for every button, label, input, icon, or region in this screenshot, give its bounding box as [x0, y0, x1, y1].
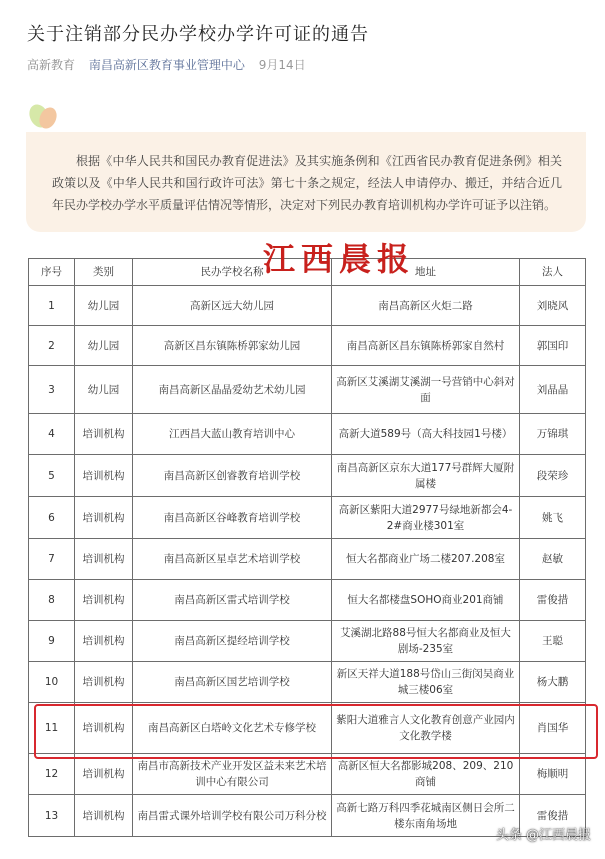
table-row [29, 621, 586, 662]
header-no: 序号 [29, 259, 75, 286]
cell-no: 5 [29, 455, 75, 497]
cell-type: 培训机构 [75, 621, 133, 662]
cell-address: 南昌高新区火炬二路 [332, 286, 520, 326]
cell-legal: 杨大鹏 [520, 662, 586, 703]
cell-name: 南昌高新区提经培训学校 [133, 621, 332, 662]
cell-address: 高新区紫阳大道2977号绿地新都会4-2#商业楼301室 [332, 497, 520, 539]
source-tag: 高新教育 [27, 58, 76, 72]
cell-no: 11 [29, 703, 75, 754]
cell-name: 南昌高新区创睿教育培训学校 [133, 455, 332, 497]
cell-address: 恒大名都楼盘SOHO商业201商铺 [332, 580, 520, 621]
cell-legal: 郭国印 [520, 326, 586, 366]
notice-box [26, 132, 586, 232]
table-row [29, 286, 586, 326]
cell-address: 南昌高新区京东大道177号群辉大厦附属楼 [332, 455, 520, 497]
cell-type: 培训机构 [75, 703, 133, 754]
cell-no: 9 [29, 621, 75, 662]
table-row [29, 703, 586, 754]
cell-address: 恒大名都商业广场二楼207.208室 [332, 539, 520, 580]
cell-type: 培训机构 [75, 754, 133, 795]
cell-legal: 肖国华 [520, 703, 586, 754]
header-name: 民办学校名称 [133, 259, 332, 286]
cell-no: 13 [29, 795, 75, 837]
cancel-list-table [28, 258, 586, 837]
table-row [29, 326, 586, 366]
article-title: 关于注销部分民办学校办学许可证的通告 [27, 24, 369, 45]
cell-no: 2 [29, 326, 75, 366]
cell-no: 7 [29, 539, 75, 580]
cell-no: 6 [29, 497, 75, 539]
cell-legal: 刘晶晶 [520, 366, 586, 414]
cell-type: 培训机构 [75, 455, 133, 497]
cell-legal: 王聪 [520, 621, 586, 662]
cell-address: 紫阳大道雅言人文化教育创意产业园内文化教学楼 [332, 703, 520, 754]
cell-legal: 雷俊措 [520, 795, 586, 837]
cell-name: 高新区昌东镇陈桥郭家幼儿园 [133, 326, 332, 366]
cell-legal: 姚飞 [520, 497, 586, 539]
cell-name: 南昌高新区晶晶爱幼艺术幼儿园 [133, 366, 332, 414]
header-legal: 法人 [520, 259, 586, 286]
cell-address: 高新大道589号（高大科技园1号楼） [332, 414, 520, 455]
cell-no: 3 [29, 366, 75, 414]
table-row [29, 580, 586, 621]
watermark: 头条 @江西晨报 [495, 828, 591, 843]
cell-name: 南昌高新区白塔岭文化艺术专修学校 [133, 703, 332, 754]
cell-address: 南昌高新区昌东镇陈桥郭家自然村 [332, 326, 520, 366]
cell-legal: 段荣珍 [520, 455, 586, 497]
cell-name: 南昌高新区星卓艺术培训学校 [133, 539, 332, 580]
cell-type: 幼儿园 [75, 326, 133, 366]
cell-name: 高新区远大幼儿园 [133, 286, 332, 326]
table-row [29, 539, 586, 580]
cell-name: 南昌高新区雷式培训学校 [133, 580, 332, 621]
cell-legal: 雷俊措 [520, 580, 586, 621]
cell-address: 艾溪湖北路88号恒大名都商业及恒大剧场-235室 [332, 621, 520, 662]
cell-no: 1 [29, 286, 75, 326]
cell-type: 幼儿园 [75, 366, 133, 414]
cell-type: 幼儿园 [75, 286, 133, 326]
cell-no: 4 [29, 414, 75, 455]
publish-date: 9月14日 [258, 58, 306, 72]
newspaper-stamp: 江西晨报 [263, 240, 416, 278]
cell-type: 培训机构 [75, 662, 133, 703]
cell-type: 培训机构 [75, 414, 133, 455]
cell-no: 12 [29, 754, 75, 795]
cell-name: 南昌高新区谷峰教育培训学校 [133, 497, 332, 539]
table-row [29, 497, 586, 539]
cell-address: 高新七路万科四季花城南区侧日会所二楼东南角场地 [332, 795, 520, 837]
cell-legal: 万锦琪 [520, 414, 586, 455]
cell-legal: 梅顺明 [520, 754, 586, 795]
table-row [29, 414, 586, 455]
cell-name: 江西昌大蓝山教育培训中心 [133, 414, 332, 455]
leaf-icon [26, 100, 60, 130]
table-row [29, 455, 586, 497]
table-row [29, 754, 586, 795]
cell-address: 高新区恒大名都影城208、209、210商铺 [332, 754, 520, 795]
cell-type: 培训机构 [75, 497, 133, 539]
cell-name: 南昌高新区国艺培训学校 [133, 662, 332, 703]
header-address: 地址 [332, 259, 520, 286]
cell-name: 南昌市高新技术产业开发区益未来艺术培训中心有限公司 [133, 754, 332, 795]
cell-type: 培训机构 [75, 539, 133, 580]
cell-legal: 刘晓风 [520, 286, 586, 326]
cell-address: 新区天祥大道188号岱山三街闵吴商业城三楼06室 [332, 662, 520, 703]
notice-text: 根据《中华人民共和国民办教育促进法》及其实施条例和《江西省民办教育促进条例》相关政策以及《中华人民共和国行政许可法》第七十条之规定，经法人申请停办、搬迁，并结合近几年民办学校办学水平质量评估情况等情形，决定对下列民办教育培训机构办学许可证予以注销。 [52, 154, 562, 212]
article-meta [27, 56, 306, 73]
table-row [29, 662, 586, 703]
cell-name: 南昌雷式课外培训学校有限公司万科分校 [133, 795, 332, 837]
account-link[interactable]: 南昌高新区教育事业管理中心 [88, 58, 245, 72]
header-type: 类别 [75, 259, 133, 286]
cell-legal: 赵敏 [520, 539, 586, 580]
cell-address: 高新区艾溪湖艾溪湖一号营销中心斜对面 [332, 366, 520, 414]
cell-type: 培训机构 [75, 795, 133, 837]
cell-no: 8 [29, 580, 75, 621]
cell-no: 10 [29, 662, 75, 703]
table-body [29, 286, 586, 837]
table-row [29, 366, 586, 414]
cell-type: 培训机构 [75, 580, 133, 621]
